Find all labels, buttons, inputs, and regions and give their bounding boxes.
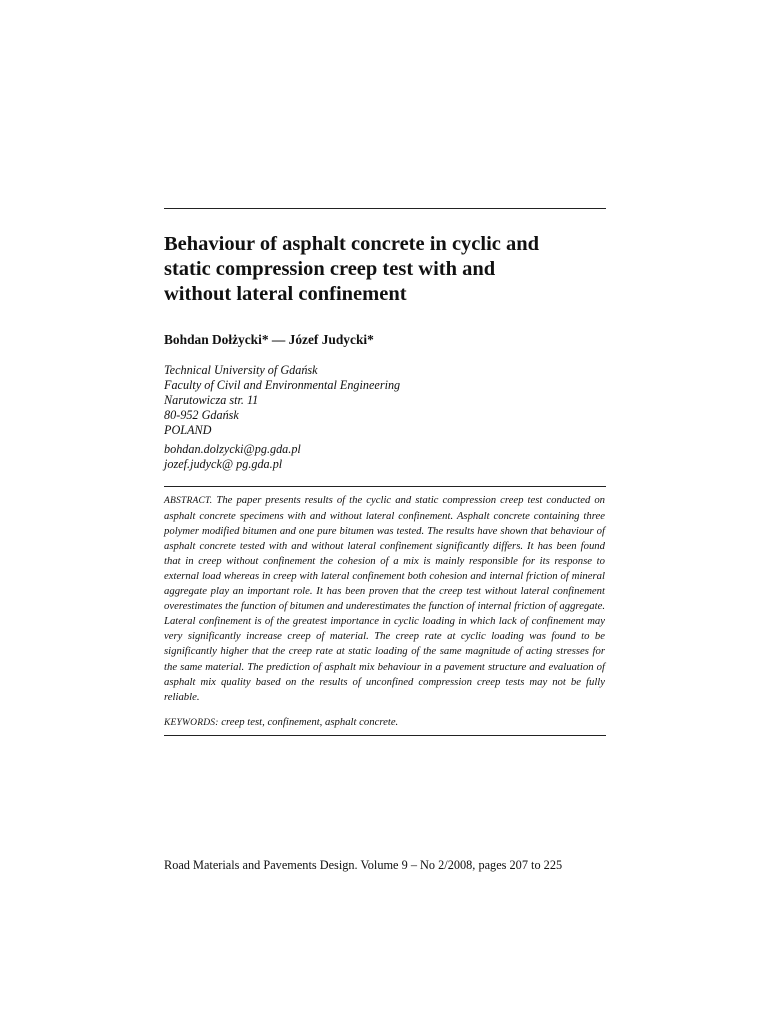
keywords-text: creep test, confinement, asphalt concrete. [221,716,399,728]
email-dolzycki: bohdan.dolzycki@pg.gda.pl [164,442,301,456]
abstract-label: ABSTRACT. [164,496,213,506]
title-line: Behaviour of asphalt concrete in cyclic and [164,233,540,255]
keywords [164,716,398,728]
affiliation-university: Technical University of Gdańsk [164,363,318,377]
affiliation-block [164,363,400,438]
abstract-bottom-rule [164,735,606,736]
abstract-top-rule [164,486,606,487]
authors: Bohdan Dołżycki* — Józef Judycki* [164,332,374,347]
affiliation-faculty: Faculty of Civil and Environmental Engineering [164,377,401,392]
title-line: without lateral confinement [164,283,407,305]
journal-citation: Road Materials and Pavements Design. Volume 9 – No 2/2008, pages 207 to 225 [164,858,563,872]
email-block [164,442,301,472]
keywords-label: KEYWORDS: [164,718,219,728]
affiliation-street: Narutowicza str. 11 [164,392,259,407]
top-rule [164,208,606,209]
email-judycki: jozef.judyck@ pg.gda.pl [164,456,283,471]
paper-title [164,232,614,307]
affiliation-country: POLAND [164,422,212,437]
abstract-text: The paper presents results of the cyclic and static compression creep test conducted on asphalt concrete specimens with and without lateral confinement. Asphalt concrete containing three polymer modified bitumen and one pure bitumen was tested. The results have shown that behaviour of asphalt concrete tested with and without lateral confinement significantly differs. It has been found that in creep without confinement the cohesion of a mix is mainly responsible for its response to external load whereas in creep with lateral confinement both cohesion and internal friction of mineral aggregate play an important role. It has been proven that the creep test without lateral confinement overestimates the function of bitumen and underestimates the function of internal friction of aggregate. Lateral confinement is of the greatest importance in cyclic loading in which lack of confinement may very significantly increase creep of material. The creep rate at cyclic loading was found to be significantly higher that the creep rate at static loading of the same magnitude of acting stresses for the same material. The prediction of asphalt mix behaviour in a pavement structure and evaluation of asphalt mix quality based on the results of unconfined compression creep tests may not be fully reliable. [164,494,606,703]
abstract [164,493,605,705]
affiliation-city: 80-952 Gdańsk [164,407,239,422]
title-line: static compression creep test with and [164,258,496,280]
